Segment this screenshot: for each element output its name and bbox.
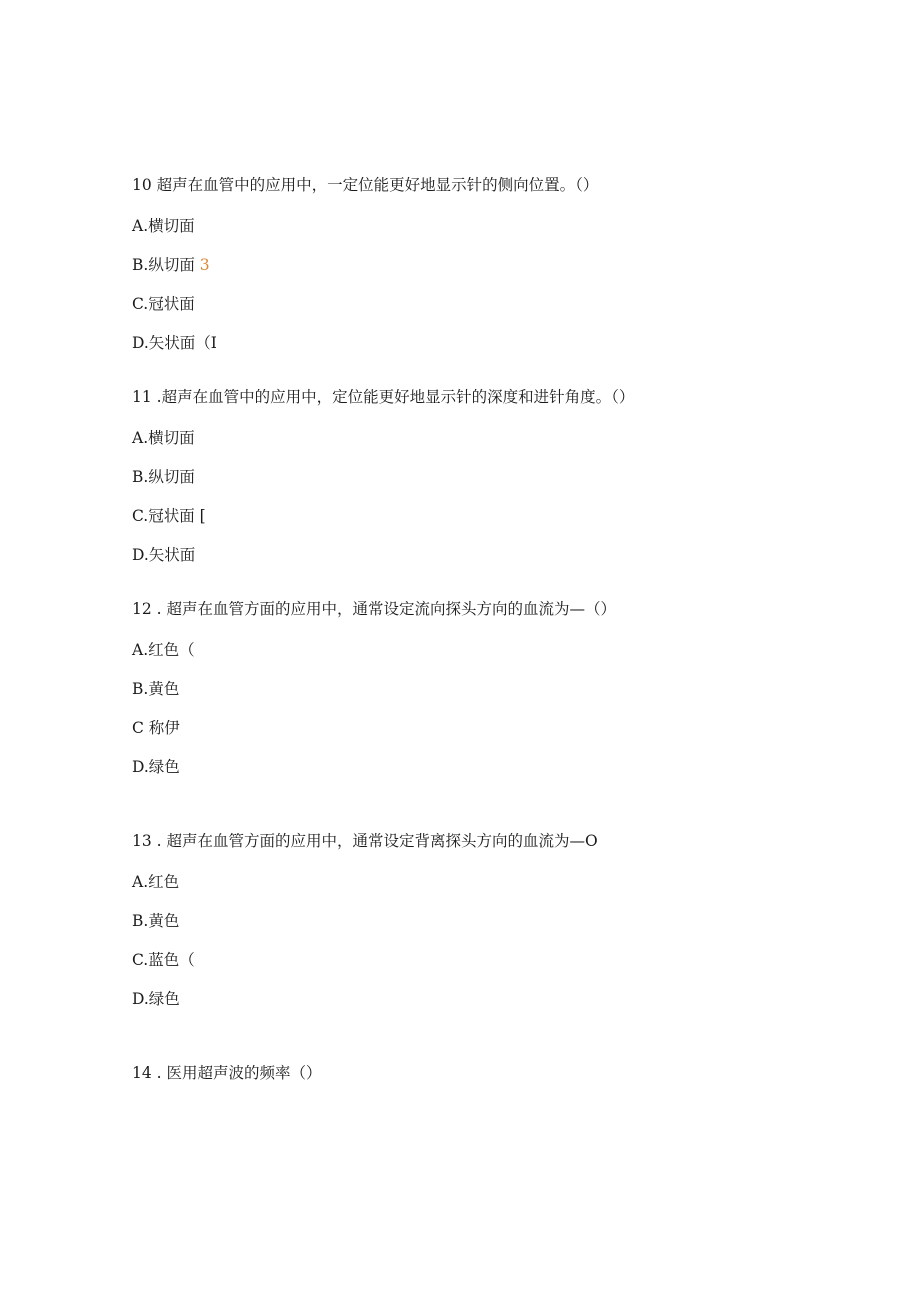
question-11-option-c: C.冠状面 [ (132, 507, 206, 525)
question-13-stem: 13 . 超声在血管方面的应用中，通常设定背离探头方向的血流为—O (132, 832, 598, 850)
question-10-option-b (132, 255, 210, 275)
option-text: B.纵切面 (132, 256, 200, 274)
question-11-option-b: B.纵切面 (132, 468, 195, 486)
question-14-stem: 14 . 医用超声波的频率（） (132, 1064, 322, 1082)
question-12-option-a: A.红色（ (132, 641, 195, 659)
question-12-stem: 12 . 超声在血管方面的应用中，通常设定流向探头方向的血流为—（） (132, 600, 617, 618)
question-10-option-c: C.冠状面 (132, 295, 195, 313)
question-12-option-c: C 称伊 (132, 719, 180, 737)
handwritten-mark: 3 (199, 256, 210, 274)
question-12-option-d: D.绿色 (132, 758, 180, 776)
question-10-stem: 10 超声在血管中的应用中，一定位能更好地显示针的侧向位置。（） (132, 176, 599, 194)
question-11-stem: 11 .超声在血管中的应用中，定位能更好地显示针的深度和进针角度。（） (132, 388, 635, 406)
question-10-option-a: A.横切面 (132, 217, 195, 235)
question-13-option-b: B.黄色 (132, 912, 180, 930)
question-13-option-d: D.绿色 (132, 990, 180, 1008)
question-12-option-b: B.黄色 (132, 680, 180, 698)
question-11-option-d: D.矢状面 (132, 546, 196, 564)
question-10-option-d: D.矢状面（I (132, 334, 217, 352)
question-13-option-c: C.蓝色（ (132, 951, 195, 969)
question-11-option-a: A.横切面 (132, 429, 195, 447)
question-13-option-a: A.红色 (132, 873, 180, 891)
